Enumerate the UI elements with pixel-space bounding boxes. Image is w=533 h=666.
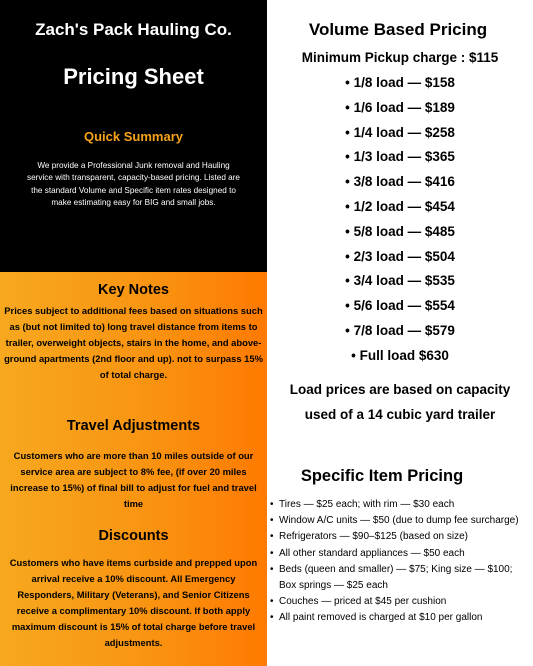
load-price-item: • 3/4 load — $535	[345, 273, 455, 289]
travel-adjustments-title: Travel Adjustments	[66, 418, 201, 434]
load-price-item: • Full load $630	[351, 347, 449, 363]
load-price-item: • 1/3 load — $365	[345, 149, 455, 165]
item-text: Beds (queen and smaller) — $75; King size — $100; Box springs — $25 each	[279, 563, 513, 592]
page-title: Pricing Sheet	[63, 64, 204, 89]
list-item	[270, 529, 532, 545]
bullet-icon: •	[270, 596, 274, 608]
travel-adjustments-text: Customers who are more than 10 miles outside of our service area are subject to 8% fee, (if over 20 miles increase to 15%) of final bill to adjust for fuel and travel time	[10, 450, 257, 509]
specific-item-pricing-title: Specific Item Pricing	[300, 467, 464, 485]
header-panel	[0, 0, 267, 272]
bullet-icon: •	[270, 499, 274, 510]
list-item	[270, 513, 532, 529]
key-notes-title: Key Notes	[98, 282, 169, 298]
load-price-item: • 7/8 load — $579	[345, 322, 455, 338]
item-text: Tires — $25 each; with rim — $30 each	[279, 499, 455, 510]
discounts-title: Discounts	[98, 528, 169, 544]
load-price-item: • 1/8 load — $158	[345, 75, 455, 90]
item-text: Couches — priced at $45 per cushion	[279, 596, 447, 608]
quick-summary-text: We provide a Professional Junk removal and Hauling service with transparent, capacity-based pricing. Listed are the standard Volume and Specific item rates designed to make estimating easy for BIG and small jobs.	[27, 161, 240, 207]
list-item	[270, 610, 532, 626]
company-name: Zach's Pack Hauling Co.	[35, 20, 232, 39]
list-item	[270, 562, 532, 594]
load-price-item: • 2/3 load — $504	[345, 248, 455, 264]
discounts-text: Customers who have items curbside and prepped upon arrival receive a 10% discount. All Emergency Responders, Military (Veterans), and Senior Citizens receive a complimentary 10% discount. If both apply maximum discount is 15% of total charge before travel adjustments.	[9, 557, 258, 648]
load-price-item: • 1/2 load — $454	[345, 198, 455, 214]
notes-panel	[0, 272, 267, 666]
list-item	[270, 546, 532, 562]
bullet-icon: •	[270, 563, 274, 575]
list-item	[270, 594, 532, 610]
right-column	[267, 0, 533, 666]
load-price-list	[267, 71, 533, 369]
list-item	[270, 497, 532, 513]
item-text: All other standard appliances — $50 each	[279, 547, 465, 559]
key-notes-text: Prices subject to additional fees based on situations such as (but not limited to) long travel distance from items to trailer, overweight objects, stairs in the home, and above-ground apartments (2nd floor and up). not to surpass 15% of total charge.	[4, 305, 263, 380]
minimum-charge: Minimum Pickup charge : $115	[301, 50, 499, 65]
item-text: All paint removed is charged at $10 per gallon	[279, 612, 483, 624]
bullet-icon: •	[270, 547, 274, 559]
item-text: Window A/C units — $50 (due to dump fee surcharge)	[279, 515, 519, 527]
specific-item-list	[270, 497, 532, 627]
load-price-item: • 1/4 load — $258	[345, 124, 455, 140]
item-text: Refrigerators — $90–$125 (based on size)	[279, 531, 468, 543]
load-price-item: • 5/6 load — $554	[345, 298, 455, 314]
load-price-item: • 5/8 load — $485	[345, 223, 455, 239]
quick-summary-title: Quick Summary	[84, 129, 183, 144]
load-note: Load prices are based on capacity used of a 14 cubic yard trailer	[289, 382, 511, 422]
load-price-item: • 1/6 load — $189	[345, 99, 455, 115]
bullet-icon: •	[270, 612, 274, 624]
bullet-icon: •	[270, 531, 274, 543]
volume-pricing-title: Volume Based Pricing	[308, 20, 488, 39]
load-price-item: • 3/8 load — $416	[345, 174, 455, 190]
bullet-icon: •	[270, 515, 274, 527]
